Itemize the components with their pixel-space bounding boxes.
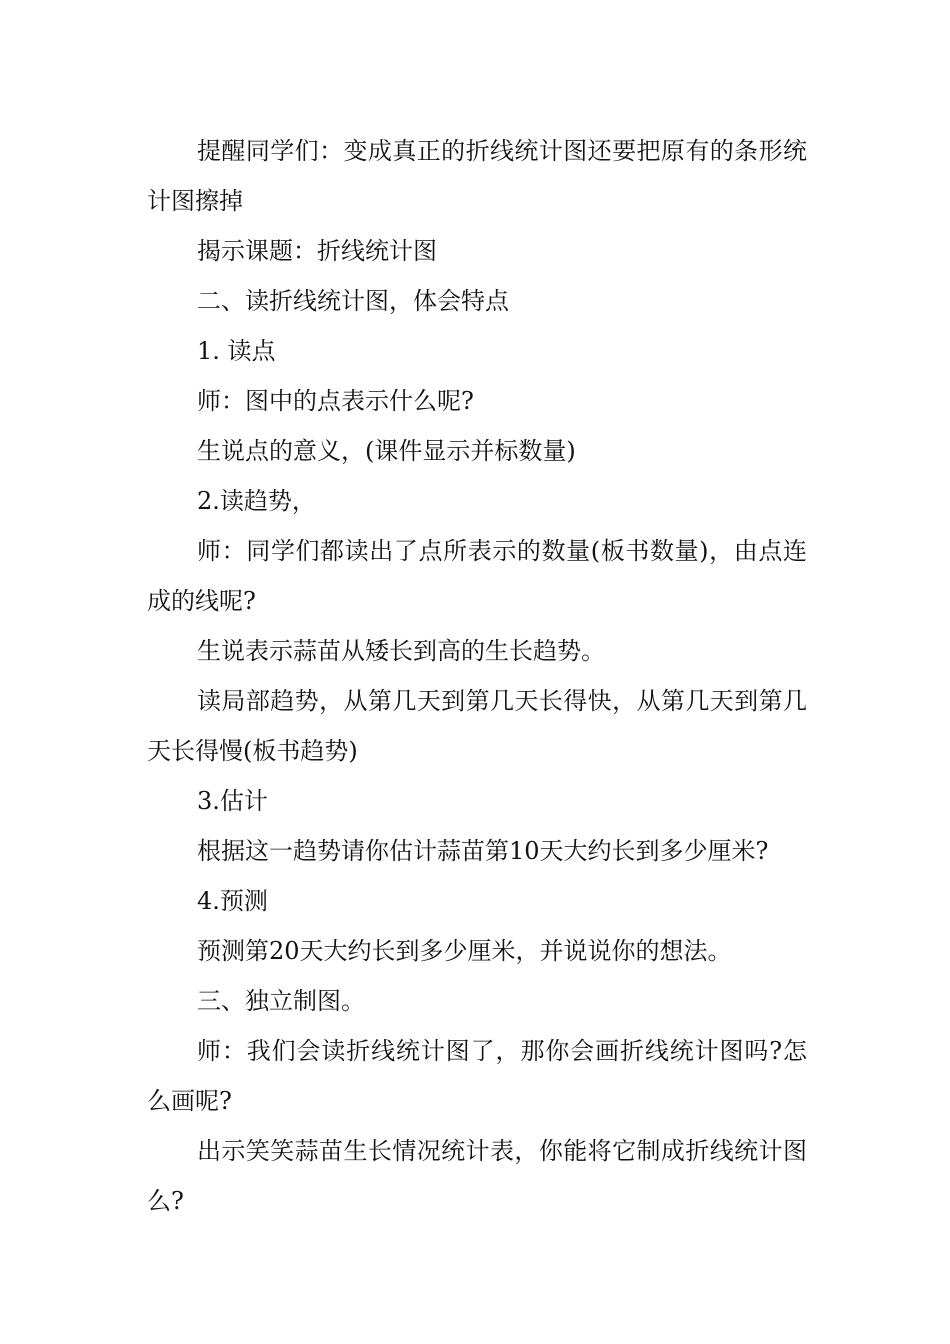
paragraph-teacher-question-2: 师：同学们都读出了点所表示的数量(板书数量)，由点连成的线呢? xyxy=(147,537,807,615)
section-heading-3: 三、独立制图。 xyxy=(197,987,365,1015)
step-predict: 4.预测 xyxy=(197,887,268,915)
paragraph-reminder: 提醒同学们：变成真正的折线统计图还要把原有的条形统计图擦掉 xyxy=(147,137,807,215)
paragraph-student-answer-2: 生说表示蒜苗从矮长到高的生长趋势。 xyxy=(197,637,605,665)
step-read-points: 1. 读点 xyxy=(197,337,276,365)
paragraph-predict-question: 预测第20天大约长到多少厘米，并说说你的想法。 xyxy=(197,937,732,965)
step-estimate: 3.估计 xyxy=(197,787,268,815)
paragraph-teacher-question-3: 师：我们会读折线统计图了，那你会画折线统计图吗?怎么画呢? xyxy=(147,1037,807,1115)
paragraph-estimate-question: 根据这一趋势请你估计蒜苗第10天大约长到多少厘米? xyxy=(197,837,769,865)
paragraph-task: 出示笑笑蒜苗生长情况统计表，你能将它制成折线统计图么? xyxy=(147,1137,807,1215)
paragraph-local-trend: 读局部趋势，从第几天到第几天长得快，从第几天到第几天长得慢(板书趋势) xyxy=(147,687,807,765)
paragraph-teacher-question-1: 师：图中的点表示什么呢? xyxy=(197,387,474,415)
step-read-trend: 2.读趋势， xyxy=(197,487,316,515)
paragraph-topic: 揭示课题：折线统计图 xyxy=(197,237,437,265)
section-heading-2: 二、读折线统计图，体会特点 xyxy=(197,287,509,315)
paragraph-student-answer-1: 生说点的意义，(课件显示并标数量) xyxy=(197,437,576,465)
